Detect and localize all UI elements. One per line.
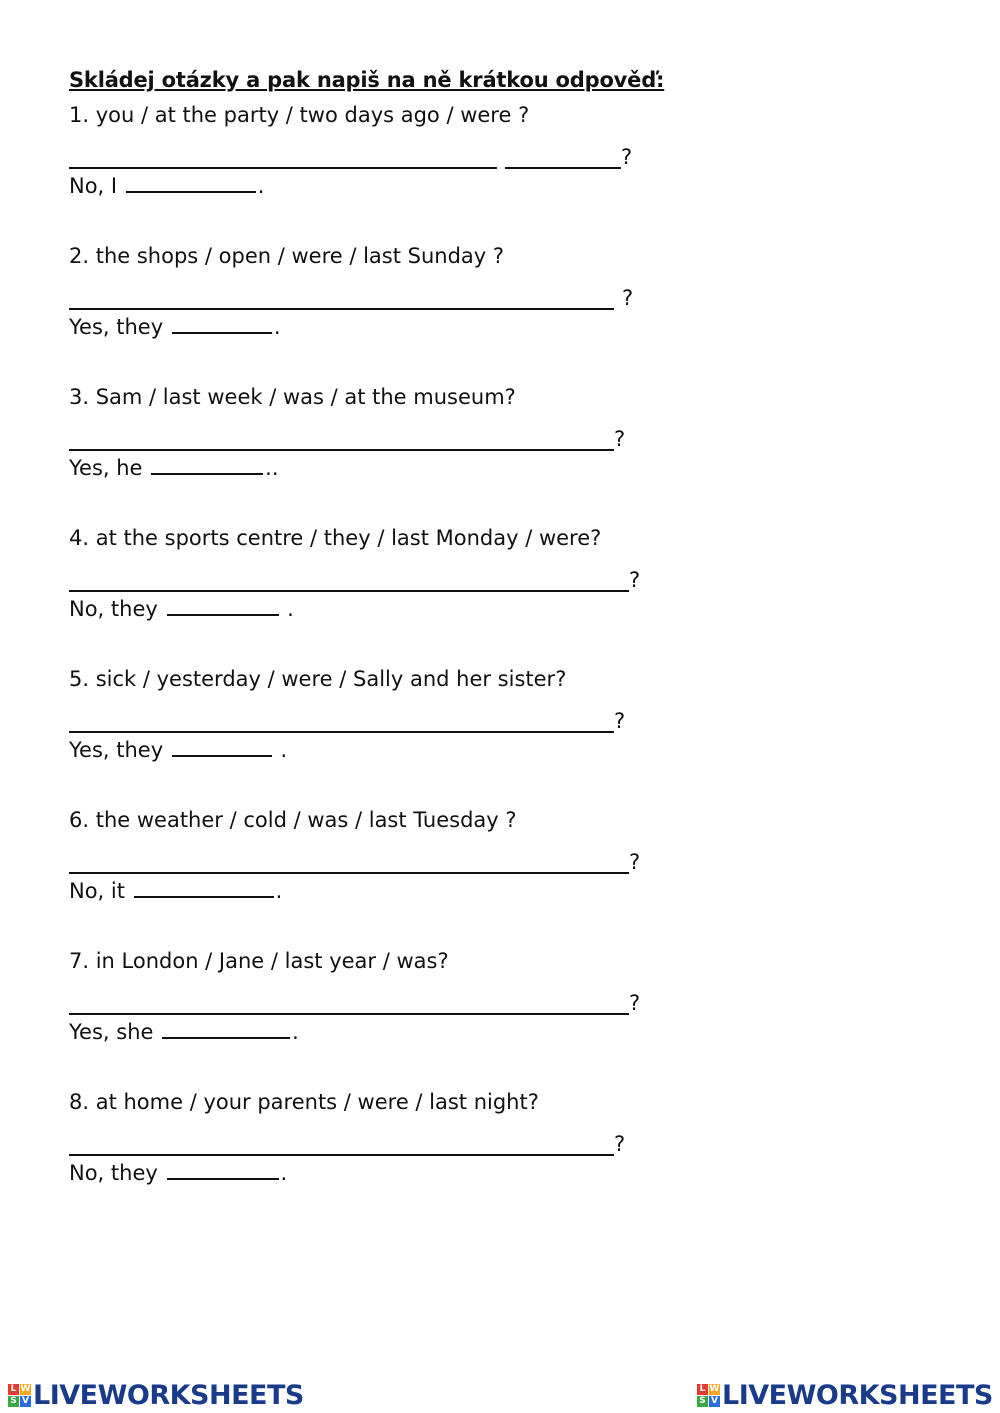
question-mark: ? xyxy=(614,1132,626,1156)
question-prompt: 1. you / at the party / two days ago / were ? xyxy=(69,103,530,127)
short-answer-suffix: . xyxy=(280,597,294,621)
logo-tile: S xyxy=(8,1396,19,1407)
question-mark: ? xyxy=(629,991,641,1015)
short-answer xyxy=(69,592,669,628)
short-answer-prefix: No, I xyxy=(69,174,118,198)
question-blank[interactable] xyxy=(69,850,629,874)
question-mark: ? xyxy=(621,145,633,169)
brand-name: LIVEWORKSHEETS xyxy=(33,1379,304,1411)
short-answer-prefix: No, they xyxy=(69,1161,158,1185)
question-blank-2[interactable] xyxy=(505,145,621,169)
question-item xyxy=(69,803,669,944)
question-blank[interactable] xyxy=(69,1132,614,1156)
short-answer-suffix: . xyxy=(292,1020,299,1044)
question-item xyxy=(69,239,669,380)
short-answer-prefix: Yes, they xyxy=(69,738,164,762)
question-blank[interactable] xyxy=(69,427,614,451)
question-blank[interactable] xyxy=(69,145,497,169)
short-answer-blank[interactable] xyxy=(167,594,279,616)
question-item xyxy=(69,662,669,803)
question-prompt: 5. sick / yesterday / were / Sally and her sister? xyxy=(69,667,567,691)
footer-logo-left xyxy=(8,1378,304,1412)
logo-tile: S xyxy=(697,1396,708,1407)
short-answer xyxy=(69,169,669,205)
question-prompt: 6. the weather / cold / was / last Tuesday ? xyxy=(69,808,517,832)
short-answer-blank[interactable] xyxy=(151,453,263,475)
short-answer-blank[interactable] xyxy=(172,735,272,757)
short-answer xyxy=(69,874,669,910)
short-answer-suffix: . xyxy=(275,879,283,903)
liveworksheets-logo-icon xyxy=(697,1384,720,1407)
short-answer xyxy=(69,1015,669,1051)
short-answer-suffix: . xyxy=(257,174,265,198)
question-prompt: 2. the shops / open / were / last Sunday ? xyxy=(69,244,505,268)
short-answer-prefix: No, they xyxy=(69,597,158,621)
question-item xyxy=(69,521,669,662)
short-answer-blank[interactable] xyxy=(162,1017,290,1039)
short-answer xyxy=(69,310,669,346)
question-answer-row xyxy=(69,839,669,875)
logo-tile: W xyxy=(20,1383,31,1394)
logo-tile: L xyxy=(8,1384,19,1395)
question-answer-row xyxy=(69,416,669,452)
short-answer-prefix: No, it xyxy=(69,879,125,903)
question-prompt: 3. Sam / last week / was / at the museum? xyxy=(69,385,516,409)
short-answer xyxy=(69,733,669,769)
short-answer-suffix: . xyxy=(273,315,281,339)
question-item xyxy=(69,98,669,239)
question-mark: ? xyxy=(614,709,626,733)
question-item xyxy=(69,380,669,521)
question-mark: ? xyxy=(622,286,634,310)
short-answer-suffix: . xyxy=(273,738,288,762)
question-item xyxy=(69,1085,669,1226)
question-answer-row xyxy=(69,134,669,170)
short-answer xyxy=(69,451,669,487)
question-blank[interactable] xyxy=(69,286,614,310)
short-answer-blank[interactable] xyxy=(172,312,272,334)
short-answer-prefix: Yes, she xyxy=(69,1020,154,1044)
question-blank[interactable] xyxy=(69,568,629,592)
short-answer-prefix: Yes, he xyxy=(69,456,143,480)
question-mark: ? xyxy=(614,427,626,451)
question-blank[interactable] xyxy=(69,709,614,733)
question-answer-row xyxy=(69,1121,669,1157)
footer-logo-right xyxy=(697,1378,993,1412)
question-item xyxy=(69,944,669,1085)
short-answer-blank[interactable] xyxy=(134,876,274,898)
logo-tile: L xyxy=(697,1384,708,1395)
short-answer-blank[interactable] xyxy=(167,1158,279,1180)
question-prompt: 7. in London / Jane / last year / was? xyxy=(69,949,449,973)
question-answer-row xyxy=(69,980,669,1016)
worksheet xyxy=(69,62,669,1226)
logo-tile: V xyxy=(20,1396,31,1407)
short-answer-suffix: .. xyxy=(265,456,279,480)
worksheet-title: Skládej otázky a pak napiš na ně krátkou odpověď: xyxy=(69,68,665,92)
question-prompt: 8. at home / your parents / were / last night? xyxy=(69,1090,539,1114)
question-prompt: 4. at the sports centre / they / last Monday / were? xyxy=(69,526,602,550)
logo-tile: V xyxy=(709,1396,720,1407)
liveworksheets-logo-icon xyxy=(8,1384,31,1407)
question-answer-row xyxy=(69,275,669,311)
question-mark: ? xyxy=(629,568,641,592)
short-answer-blank[interactable] xyxy=(126,171,256,193)
short-answer-suffix: . xyxy=(280,1161,288,1185)
question-answer-row xyxy=(69,557,669,593)
short-answer xyxy=(69,1156,669,1192)
brand-name: LIVEWORKSHEETS xyxy=(722,1379,993,1411)
short-answer-prefix: Yes, they xyxy=(69,315,164,339)
question-mark: ? xyxy=(629,850,641,874)
question-answer-row xyxy=(69,698,669,734)
question-blank[interactable] xyxy=(69,991,629,1015)
logo-tile: W xyxy=(709,1383,720,1394)
